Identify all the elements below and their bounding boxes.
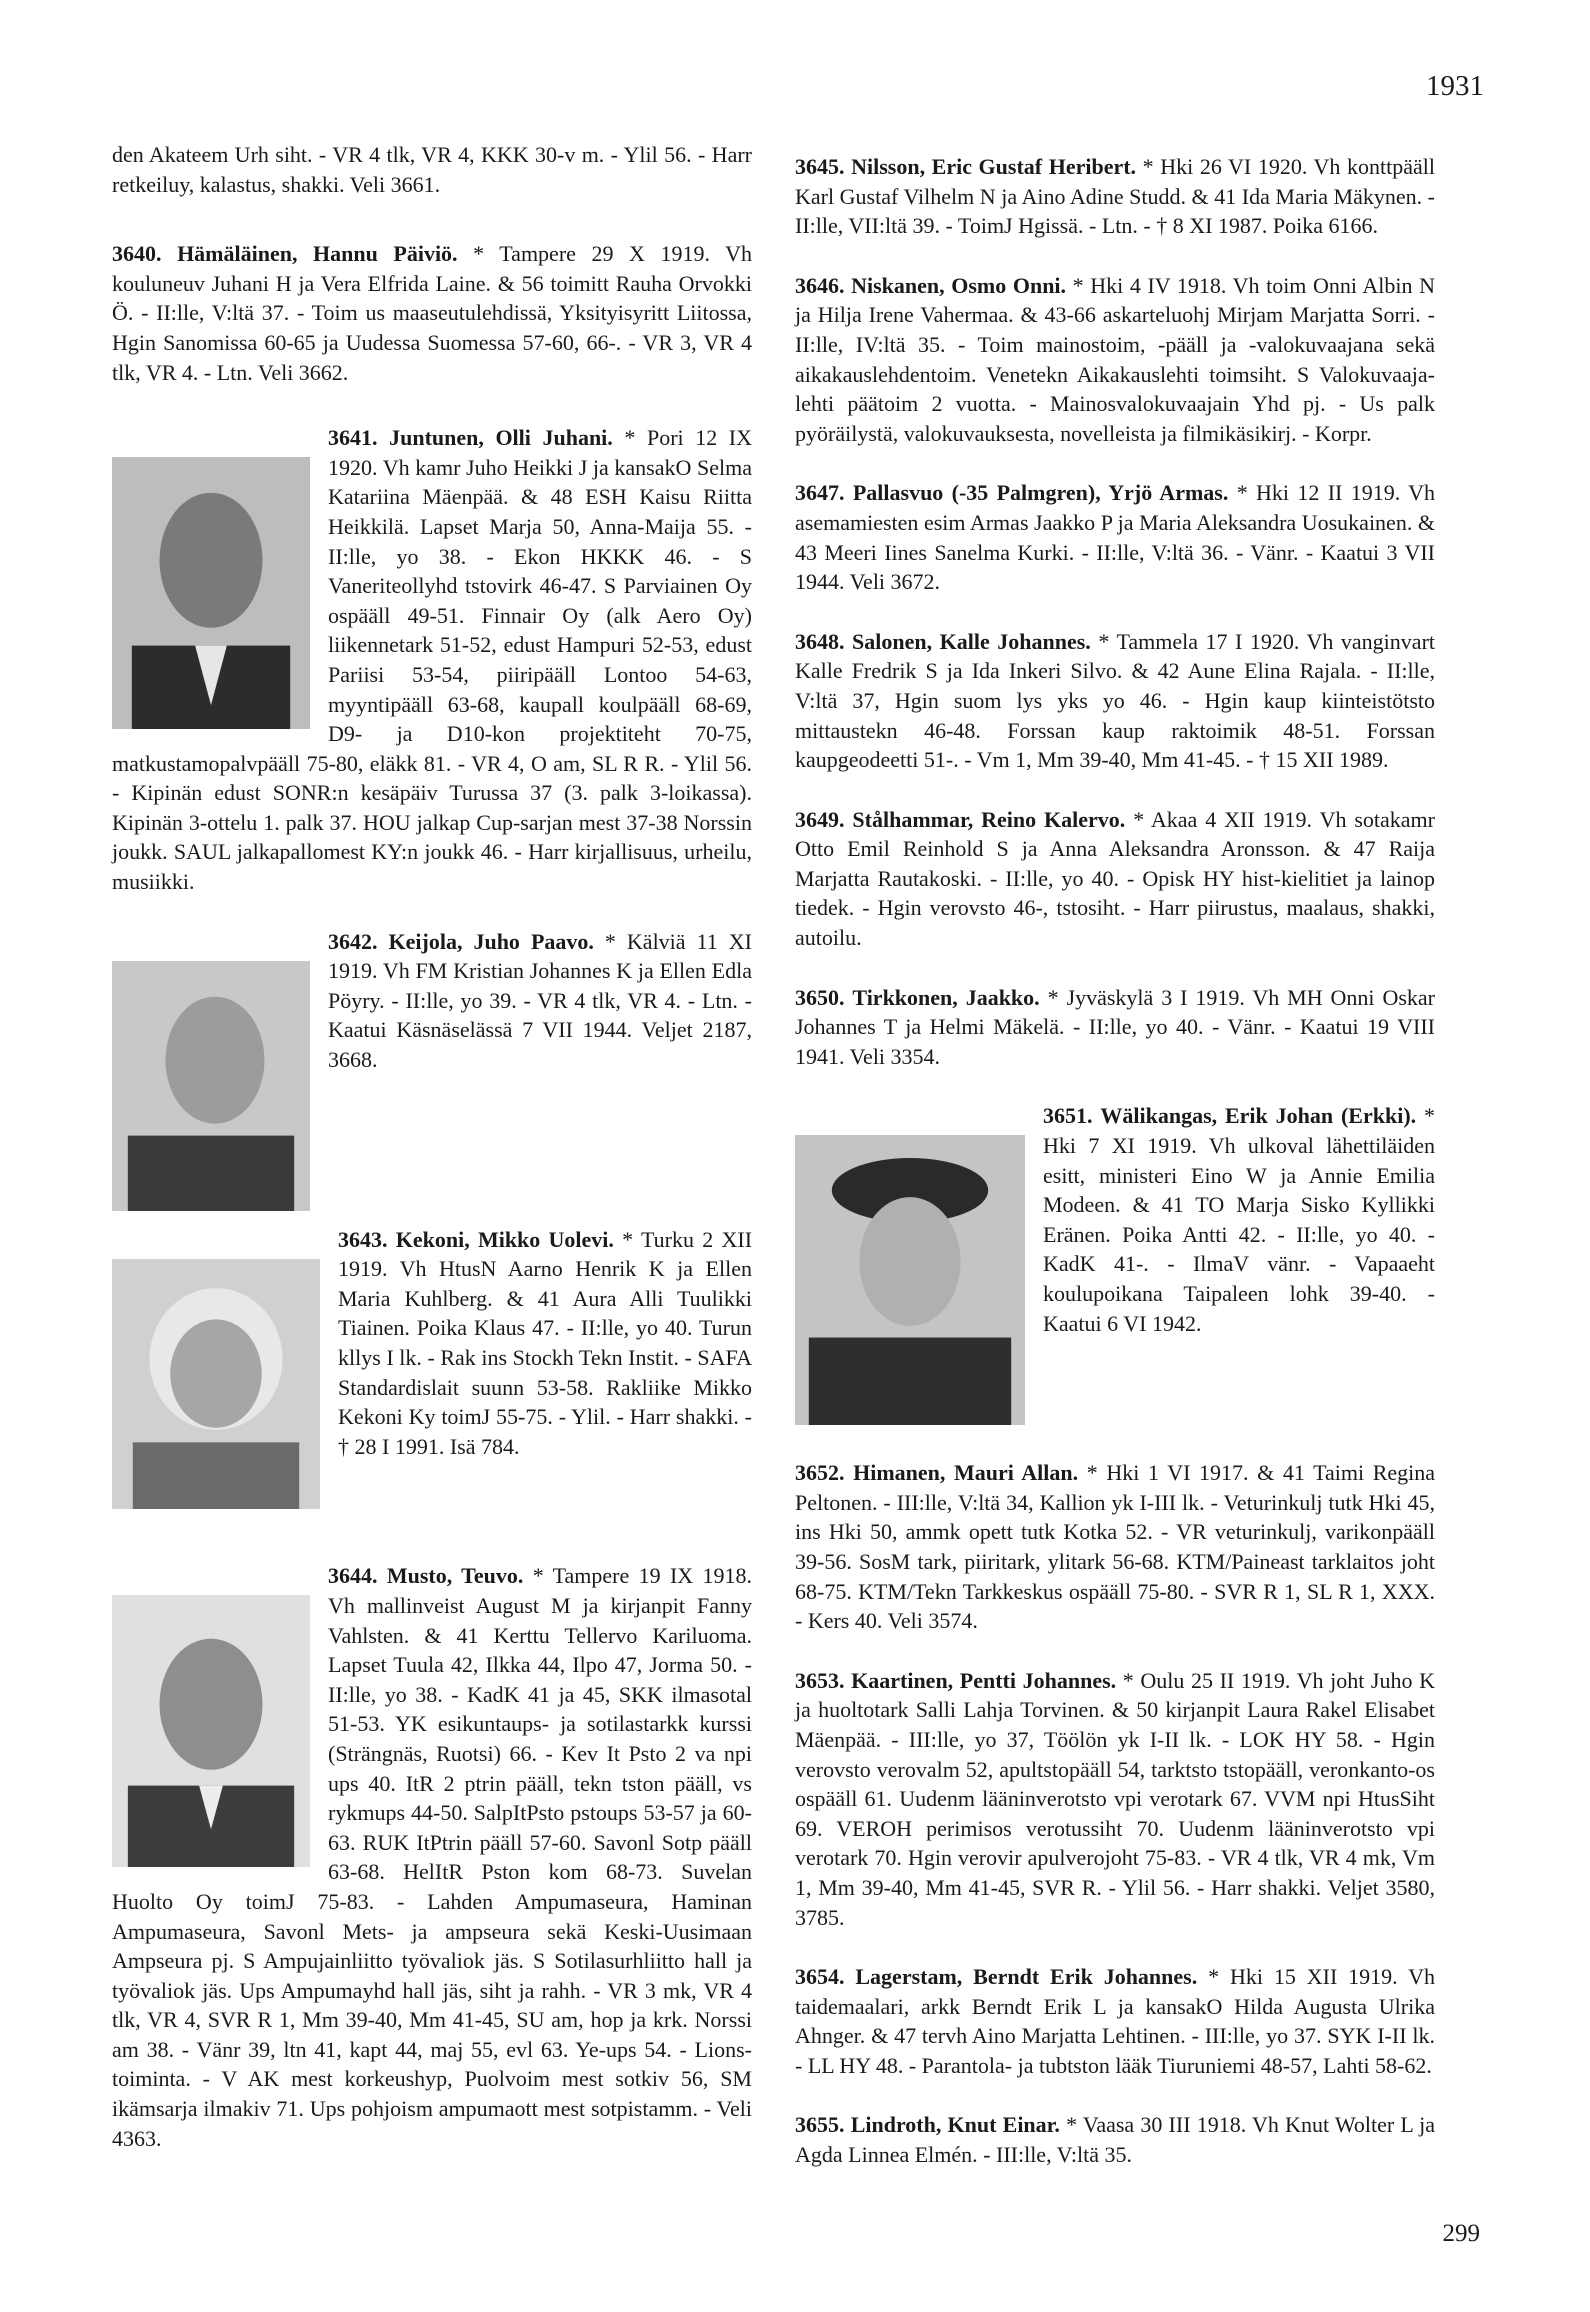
right-column (795, 152, 1435, 2200)
entry-3655 (795, 2110, 1435, 2169)
entry-name: Tirkkonen, Jaakko. (852, 984, 1040, 1010)
entry-text: * Jyväskylä 3 I 1919. Vh MH Onni Oskar Johannes T ja Helmi Mäkelä. - II:lle, yo 40. - Vänr. - Kaatui 19 VIII 1941. Veli 3354. (795, 984, 1435, 1069)
entry-3641 (112, 423, 752, 897)
entry-name: Juntunen, Olli Juhani. (389, 425, 613, 451)
entry-name: Wälikangas, Erik Johan (Erkki). (1100, 1103, 1417, 1129)
portrait-photo (795, 1135, 1025, 1425)
entry-number: 3655. (795, 2112, 845, 2138)
entry-number: 3653. (795, 1667, 845, 1693)
entry-number: 3646. (795, 272, 845, 298)
entry-number: 3644. (328, 1563, 378, 1589)
entry-number: 3651. (1043, 1103, 1093, 1129)
entry-text: * Pori 12 IX 1920. Vh kamr Juho Heikki J ja kansakO Selma Katariina Mäenpää. & 48 ESH Kaisu Riitta Heikkilä. Lapset Marja 50, Anna-Maija 55. - II:lle, yo 38. - Ekon HKKK 46. - S Vaneriteollyhd tstovirk 46-47. S Parviainen Oy ospääll 49-51. Finnair Oy (alk Aero Oy) liikennetark 51-52, edust Hampuri 52-53, edust Pariisi 53-54, piiripääll Lontoo 54-63, myyntipääll 63-68, kaupall koulpääll 68-69, D9- ja D10-kon projektiteht 70-75, matkustamopalvpääll 75-80, eläkk 81. - VR 4, O am, SL R R. - Ylil 56. - Kipinän edust SONR:n kesäpäiv Turussa 37 (3. palk 3-loikassa). Kipinän 3-ottelu 1. palk 37. HOU jalkap Cup-sarjan mest 37-38 Norssin joukk. SAUL jalkapallomest KY:n joukk 46. - Harr kirjallisuus, urheilu, musiikki. (112, 425, 753, 895)
portrait-photo (112, 1595, 310, 1867)
entry-name: Kaartinen, Pentti Johannes. (851, 1667, 1117, 1693)
entry-text: * Tampere 19 IX 1918. Vh mallinveist August M ja kirjanpit Fanny Vahlsten. & 41 Kerttu Tellervo Kariluoma. Lapset Tuula 42, Ilkka 44, Ilpo 47, Jorma 50. - II:lle, yo 38. - KadK 41 ja 45, SKK ilmasotal 51-53. YK esikuntaups- ja sotilastarkk kurssi (Strängnäs, Ruotsi) 66. - Kev It Psto 2 va npi ups 40. ItR 2 ptrin pääll, tekn tston pääll, vs rykmups 44-50. SalpItPsto pstoups 53-57 ja 60-63. RUK ItPtrin pääll 57-60. Savonl Sotp pääll 63-68. HelItR Pston kom 68-73. Suvelan Huolto Oy toimJ 75-83. - Lahden Ampumaseura, Haminan Ampumaseura, Savonl Mets- ja ampseura sekä Keski-Uusimaan Ampseura pj. S Ampujainliitto työvaliok jäs. S Sotilasurhliitto hall ja työvaliok jäs. Ups Ampumayhd hall jäs, siht ja rahh. - VR 3 mk, VR 4 tlk, VR 4, SVR R 1, Mm 39-40, Mm 41-45, SU am, hop ja krk. Norssi am 38. - Vänr 39, ltn 41, kapt 44, maj 55, evl 63. Ye-ups 54. - Lions-toiminta. - V AK mest korkeushyp, Puolvoim mest sotkiv 56, SM ikämsarja ilmakiv 71. Ups pohjoism ampumaott mest sotpistamm. - Veli 4363. (112, 1563, 753, 2151)
entry-3651 (795, 1101, 1435, 1338)
entry-3640 (112, 239, 752, 387)
entry-text: den Akateem Urh siht. - VR 4 tlk, VR 4, KKK 30-v m. - Ylil 56. - Harr retkeiluy, kalastus, shakki. Veli 3661. (112, 142, 752, 197)
page-number: 299 (1442, 2220, 1480, 2247)
entry-text: * Akaa 4 XII 1919. Vh sotakamr Otto Emil Reinhold S ja Anna Aleksandra Aronsson. & 47 Raija Marjatta Rautakoski. - II:lle, yo 40. - Opisk HY hist-kielitiet ja lainop tiedek. - Hgin verovsto 46-, tstosiht. - Harr piirustus, maalaus, shakki, autoilu. (795, 806, 1435, 951)
entry-number: 3645. (795, 154, 845, 179)
entry-text: * Hki 15 XII 1919. Vh taidemaalari, arkk Berndt Erik L ja kansakO Hilda Augusta Ulrika Ahnger. & 47 tervh Aino Marjatta Lehtinen. - III:lle, yo 37. SYK I-II lk. - LL HY 48. - Parantola- ja tubtston lääk Tiuruniemi 48-57, Lahti 58-62. (795, 1964, 1435, 2078)
entry-name: Kekoni, Mikko Uolevi. (395, 1226, 614, 1252)
entry-3645 (795, 152, 1435, 241)
entry-3652 (795, 1458, 1435, 1636)
portrait-photo (112, 1259, 320, 1509)
entry-3647 (795, 478, 1435, 596)
entry-number: 3642. (328, 928, 378, 954)
entry-text: * Tammela 17 I 1920. Vh vanginvart Kalle Fredrik S ja Ida Inkeri Silvo. & 42 Aune Elina Rajala. - II:lle, V:ltä 37, Hgin suom lys yks yo 46. - Hgin kaup kiinteistötsto mittaustekn 46-48. Forssan kaup raktoimik 48-51. Forssan kaupgeodeetti 51-. - Vm 1, Mm 39-40, Mm 41-45. - † 15 XII 1989. (795, 628, 1436, 773)
entry-name: Lindroth, Knut Einar. (850, 2112, 1060, 2138)
entry-3644 (112, 1561, 752, 2153)
entry-name: Keijola, Juho Paavo. (388, 928, 594, 954)
entry-3654 (795, 1962, 1435, 2080)
entry-text: * Oulu 25 II 1919. Vh joht Juho K ja huoltotark Salli Lahja Torvinen. & 50 kirjanpit Laura Rakel Elisabet Mäenpää. - III:lle, yo 37, Töölön yk I-II lk. - LOK HY 58. - Hgin verovsto verovalm 52, apultstopääll 54, tarktsto tstopääll, veronkanto-os ospääll 61. Uudenm lääninverotsto vpi verotark 67. VVM npi HtusSiht 69. VEROH perimisos verotussiht 70. Uudenm lääninverotsto vpi verotark 70. Hgin verovir apulverojoht 75-83. - VR 4 tlk, VR 4 mk, Vm 1, Mm 39-40, Mm 41-45, SVR R. - Ylil 56. - Harr shakki. Veljet 3580, 3785. (795, 1667, 1435, 1930)
entry-number: 3650. (795, 984, 845, 1010)
entry-text: * Hki 4 IV 1918. Vh toim Onni Albin N ja Hilja Irene Vahermaa. & 43-66 askarteluohj Mirjam Marjatta Sorri. - II:lle, IV:ltä 35. - Toim mainostoim, -pääll ja -valokuvaajana sekä aikakauslehdentoim. Venetekn Aikakauslehti toimsiht. S Valokuvaaja-lehti päätoim 2 vuotta. - Mainosvalokuvaajain Yhd pj. - Us palk pyöräilystä, valokuvauksesta, novelleista ja filmikäsikirj. - Korpr. (795, 272, 1436, 446)
portrait-photo (112, 457, 310, 729)
entry-number: 3652. (795, 1460, 845, 1486)
entry-number: 3641. (328, 425, 378, 451)
entry-text: * Hki 26 VI 1920. Vh konttpääll Karl Gustaf Vilhelm N ja Aino Adine Studd. & 41 Ida Maria Mäkynen. - II:lle, VII:ltä 39. - ToimJ Hgissä. - Ltn. - † 8 XI 1987. Poika 6166. (795, 154, 1435, 239)
entry-name: Stålhammar, Reino Kalervo. (852, 806, 1126, 832)
entry-number: 3643. (338, 1226, 388, 1252)
entry-3649 (795, 805, 1435, 953)
entry-name: Musto, Teuvo. (386, 1563, 524, 1589)
entry-text: * Tampere 29 X 1919. Vh kouluneuv Juhani H ja Vera Elfrida Laine. & 56 toimitt Rauha Orvokki Ö. - II:lle, V:ltä 37. - Toim us maaseutulehdissä, Yksityisyritt Liitossa, Hgin Sanomissa 60-65 ja Uudessa Suomessa 57-60, 66-. - VR 3, VR 4 tlk, VR 4. - Ltn. Veli 3662. (112, 241, 753, 385)
entry-name: Pallasvuo (-35 Palmgren), Yrjö Armas. (852, 480, 1229, 506)
entry-text: * Turku 2 XII 1919. Vh HtusN Aarno Henrik K ja Ellen Maria Kuhlberg. & 41 Aura Alli Tuulikki Tiainen. Poika Klaus 47. - II:lle, yo 40. Turun kllys I lk. - Rak ins Stockh Tekn Instit. - SAFA Standardislait suunn 53-58. Rakliike Mikko Kekoni Ky toimJ 55-75. - Ylil. - Harr shakki. - † 28 I 1991. Isä 784. (338, 1226, 753, 1459)
entry-name: Salonen, Kalle Johannes. (852, 628, 1091, 654)
entry-3650 (795, 983, 1435, 1072)
entry-name: Niskanen, Osmo Onni. (851, 272, 1067, 298)
entry-text: * Hki 7 XI 1919. Vh ulkoval lähettiläiden esitt, ministeri Eino W ja Annie Emilia Modeen. & 41 TO Marja Sisko Kyllikki Eränen. Poika Antti 42. - II:lle, yo 40. - KadK 41-. - IlmaV vänr. - Vapaaeht koulupoikana Taipaleen lohk 39-40. - Kaatui 6 VI 1942. (1043, 1103, 1436, 1336)
entry-3646 (795, 271, 1435, 449)
entry-text: * Hki 1 VI 1917. & 41 Taimi Regina Peltonen. - III:lle, V:ltä 34, Kallion yk I-III lk. - Veturinkulj tutk Hki 45, ins Hki 50, ammk opett tutk Kotka 52. - VR veturinkulj, varikonpääll 39-56. SosM tark, piiritark, ylitark 56-68. KTM/Paineast tarklaitos joht 68-75. KTM/Tekn Tarkkeskus ospääll 75-80. - SVR R 1, SL R 1, XXX. - Kers 40. Veli 3574. (795, 1460, 1436, 1634)
entry-3642 (112, 927, 752, 1075)
entry-text: * Kälviä 11 XI 1919. Vh FM Kristian Johannes K ja Ellen Edla Pöyry. - II:lle, yo 39. - VR 4 tlk, VR 4. - Ltn. - Kaatui Käsnäselässä 7 VII 1944. Veljet 2187, 3668. (328, 928, 752, 1073)
entry-name: Nilsson, Eric Gustaf Heribert. (851, 154, 1137, 179)
portrait-photo (112, 961, 310, 1211)
entry-text: * Vaasa 30 III 1918. Vh Knut Wolter L ja Agda Linnea Elmén. - III:lle, V:ltä 35. (795, 2112, 1436, 2168)
entry-number: 3640. (112, 241, 162, 267)
left-column (112, 140, 752, 2183)
entry-3648 (795, 627, 1435, 775)
entry-continuation (112, 140, 752, 199)
page-year: 1931 (1426, 70, 1484, 102)
entry-number: 3647. (795, 480, 845, 506)
entry-name: Lagerstam, Berndt Erik Johannes. (855, 1964, 1198, 1990)
entry-3653 (795, 1666, 1435, 1932)
entry-name: Himanen, Mauri Allan. (853, 1460, 1079, 1486)
entry-number: 3648. (795, 628, 845, 654)
entry-number: 3654. (795, 1964, 845, 1990)
entry-name: Hämäläinen, Hannu Päiviö. (177, 241, 458, 267)
entry-3643 (112, 1225, 752, 1462)
entry-text: * Hki 12 II 1919. Vh asemamiesten esim Armas Jaakko P ja Maria Aleksandra Uosukainen. & 43 Meeri Iines Sanelma Kurki. - II:lle, V:ltä 36. - Vänr. - Kaatui 3 VII 1944. Veli 3672. (795, 480, 1436, 595)
entry-number: 3649. (795, 806, 845, 832)
